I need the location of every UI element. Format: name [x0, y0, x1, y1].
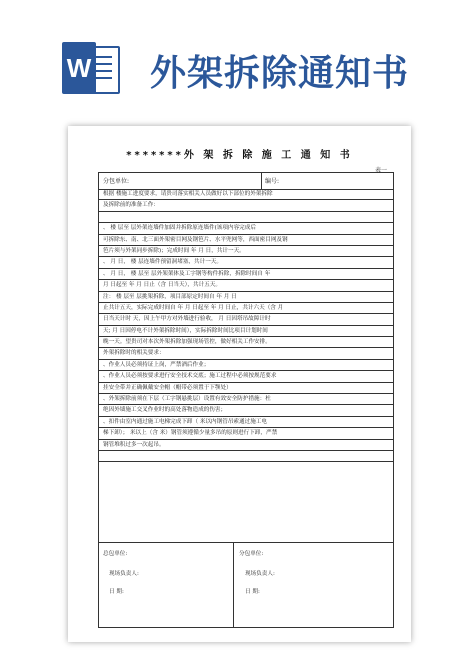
form-reference: 表一 [374, 167, 387, 174]
document-title: *******外 架 拆 除 施 工 通 知 书 [126, 150, 353, 161]
form-line: 、作业人员必须持证上岗，严禁酒后作业； [99, 360, 393, 371]
form-line [99, 212, 393, 223]
number-label: 编号: [265, 178, 280, 185]
form-line: 绝因外墙施工交叉作业时的高处落物造成的伤害； [99, 405, 393, 416]
form-line [99, 451, 393, 462]
general-site-manager-label: 现场负责人: [109, 571, 139, 577]
form-line: 、 月 日， 楼 层至 层外架架体及工字钢等构件拆除，拆除时间自 年 [99, 269, 393, 280]
form-line: 、作业人员必须按要求进行安全技术交底；施工过程中必须按规范要求 [99, 371, 393, 382]
form-line: 、 月 日， 楼 层连墙件预留洞堵塞，共计一天。 [99, 257, 393, 268]
form-line: 根据 楼施工进度要求，请贵司落实相关人员做好以下部位的外架拆除 [99, 189, 393, 200]
form-line: 日当天计时 天，因上午甲方对外墙进行验收， 月 日因塔吊故障计时 [99, 314, 393, 325]
subcontractor-label: 分包单位: [103, 178, 130, 185]
form-line: 天; 月 日因停电不计外架拆除时间），实际拆除时间比项目计划时间 [99, 326, 393, 337]
form-line: 月 日起至 年 月 日止（含 日当天），共计五天。 [99, 280, 393, 291]
form-line: 钢管堆积过多一次起吊。 [99, 440, 393, 451]
notice-form [98, 172, 394, 628]
form-footer [99, 542, 393, 627]
form-body [99, 189, 393, 462]
form-header-row [99, 173, 393, 190]
form-line: 、扣件由室内通过施工电梯完成下卸（ 米以内钢管吊索通过施工电 [99, 417, 393, 428]
document-page [68, 126, 411, 642]
sub-contractor-sign-label: 分包单位: [239, 551, 264, 557]
form-line: 、 楼 层至 层外架连墙件加固并拆除原连墙件(该项内容完成后 [99, 223, 393, 234]
general-contractor-label: 总包单位: [103, 551, 128, 557]
form-line: 挂安全带并正确佩戴安全帽（帽带必须置于下颚处） [99, 383, 393, 394]
form-line: 止共计五天，实际完成时间自 年 月 日起至 年 月 日止，共计六天（含 月 [99, 303, 393, 314]
sub-site-manager-label: 现场负责人: [245, 571, 275, 577]
form-line: 注： 楼 层至 层挑架拆除，项目部原定时间自 年 月 日 [99, 292, 393, 303]
form-line: 笆片须与外架同步拆除)；完成时间 年 月 日，共计一天。 [99, 246, 393, 257]
form-line: 梯下卸）； 米以上（含 米）钢管须遵循少量多吊的原则进行下卸，严禁 [99, 428, 393, 439]
general-date-label: 日 期: [109, 589, 124, 595]
form-line: 晚一天。望贵司对本次外架拆除加强现场管控，做好相关工作安排。 [99, 337, 393, 348]
form-line: 、外架拆除前须在下层（工字钢悬挑层）设置有效安全防护措施：杜 [99, 394, 393, 405]
form-line: 外架拆除时的相关要求： [99, 348, 393, 359]
sub-date-label: 日 期: [245, 589, 260, 595]
form-line: 及拆除前的准备工作： [99, 200, 393, 211]
word-document-icon [62, 42, 118, 94]
banner [0, 0, 474, 120]
form-line: 可拆除东、南、北三面外架密目网及钢笆片、水平兜网等，西面密目网及钢 [99, 235, 393, 246]
word-icon-letter: W [62, 42, 96, 94]
banner-title: 外架拆除通知书 [150, 52, 410, 94]
